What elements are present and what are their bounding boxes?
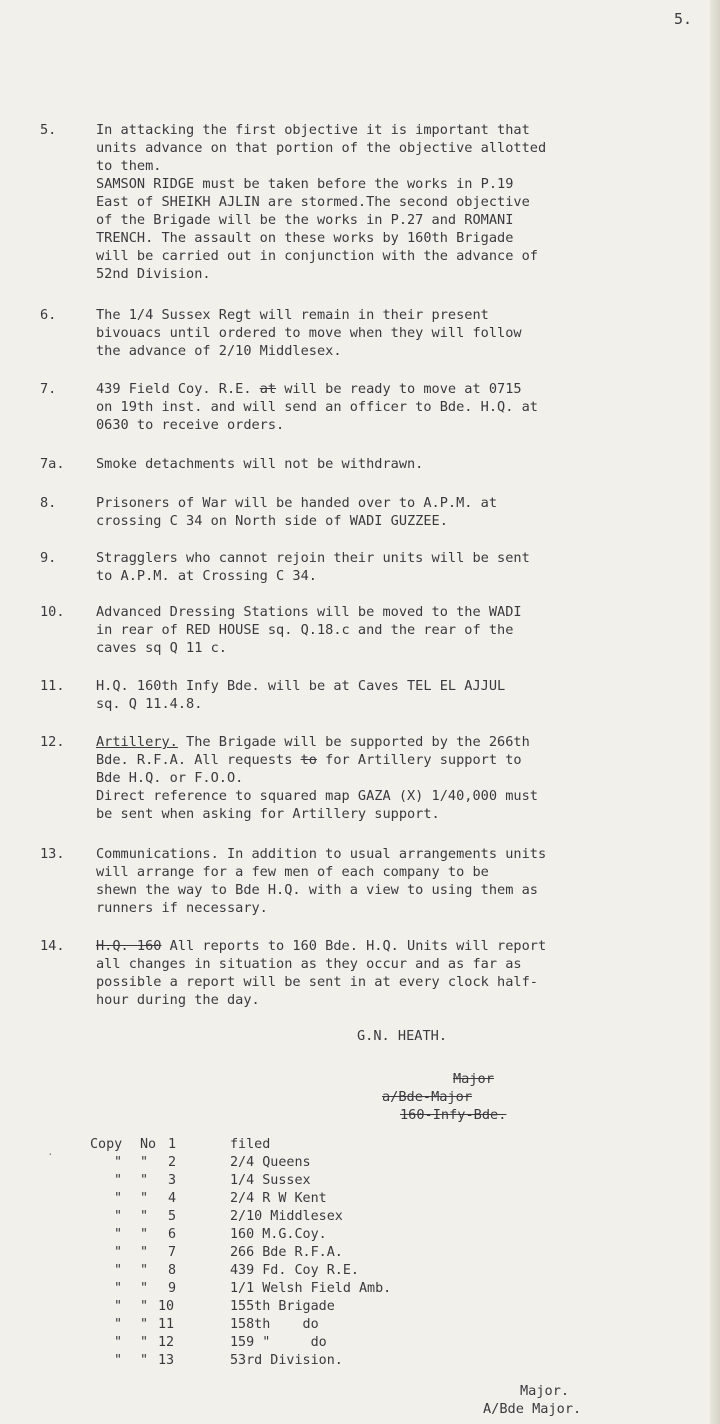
struck-text: H.Q. 160 [96,938,162,954]
paragraph-text: H.Q. 160th Infy Bde. will be at Caves TEL EL AJJUL sq. Q 11.4.8. [96,678,506,712]
paragraph-number: 10. [40,604,65,620]
struck-text: a/Bde-Major [382,1089,473,1105]
paragraph-9 [40,549,710,585]
struck-unit [400,1106,506,1124]
text-part: All reports to 160 Bde. H.Q. Units will report all changes in situation as they occur and as far as possible a report will be sent in at every clock half- hour during the day. [96,938,547,1008]
signatory-name: G.N. HEATH. [357,1028,448,1044]
struck-text: 160-Infy-Bde. [400,1107,507,1123]
paragraph-11 [40,677,710,713]
copy-row: " " 5 2/10 Middlesex [113,1209,343,1224]
paragraph-8 [40,494,710,530]
paragraph-number: 13. [40,846,65,862]
paragraph-14 [40,937,710,1009]
struck-rank [453,1070,494,1088]
paragraph-text: The 1/4 Sussex Regt will remain in their present bivouacs until ordered to move when they will follow the advance of 2/10 Middlesex. [96,307,522,359]
copy-row: " " 9 1/1 Welsh Field Amb. [113,1281,392,1296]
copy-row: Copy No 1 filed [90,1137,271,1152]
closing-appointment: A/Bde Major. [483,1401,582,1417]
copy-row: " " 2 2/4 Queens [113,1155,311,1170]
paragraph-5 [40,121,710,283]
page-number: 5. [674,10,693,28]
paragraph-number: 12. [40,734,65,750]
paragraph-text [96,733,710,823]
copy-row: " " 7 266 Bde R.F.A. [113,1245,343,1260]
copy-row: " " 12 159 " do [113,1335,327,1350]
text-part: for Artillery support to Bde H.Q. or F.O.O. Direct reference to squared map GAZA (X) 1/40,000 must be sent when asking for Artillery support. [96,752,538,822]
copy-row: " " 10 155th Brigade [113,1299,335,1314]
struck-text: at [259,381,277,397]
paragraph-13 [40,845,710,917]
struck-text: to [300,752,317,768]
copy-row: " " 8 439 Fd. Coy R.E. [113,1263,359,1278]
copy-row: " " 4 2/4 R W Kent [113,1191,327,1206]
margin-mark: · [47,1148,54,1161]
paragraph-text: Communications. In addition to usual arrangements units will arrange for a few men of each company to be shewn the way to Bde H.Q. with a view to using them as runners if necessary. [96,846,547,916]
paragraph-6 [40,306,710,360]
paragraph-number: 8. [40,495,57,511]
text-part: The Brigade will be supported by the 266th Bde. R.F.A. All requests [96,734,530,768]
page-edge [710,0,720,1424]
closing-rank: Major. [520,1383,570,1399]
copy-row: " " 11 158th do [113,1317,319,1332]
paragraph-text: Advanced Dressing Stations will be moved to the WADI in rear of RED HOUSE sq. Q.18.c and the rear of the caves sq Q 11 c. [96,604,522,656]
paragraph-number: 14. [40,938,65,954]
paragraph-number: 6. [40,307,57,323]
text-part: 439 Field Coy. R.E. [96,381,260,397]
copy-row: " " 13 53rd Division. [113,1353,343,1368]
struck-text: Major [453,1071,494,1087]
paragraph-text: Smoke detachments will not be withdrawn. [96,456,424,472]
copy-row: " " 3 1/4 Sussex [113,1173,311,1188]
paragraph-7 [40,380,710,434]
section-heading: Artillery. [96,734,178,750]
paragraph-text: Prisoners of War will be handed over to A.P.M. at crossing C 34 on North side of WADI GUZZEE. [96,495,498,529]
paragraph-text: Stragglers who cannot rejoin their units will be sent to A.P.M. at Crossing C 34. [96,550,530,584]
paragraph-7a [40,455,710,473]
paragraph-text [96,937,710,1009]
paragraph-number: 11. [40,678,65,694]
paragraph-number: 9. [40,550,57,566]
paragraph-number: 7a. [40,456,65,472]
struck-appointment [382,1088,472,1106]
paragraph-number: 7. [40,381,57,397]
distribution-list [90,1136,391,1370]
paragraph-10 [40,603,710,657]
paragraph-12 [40,733,710,823]
paragraph-text [96,380,710,434]
paragraph-text: In attacking the first objective it is important that units advance on that portion of the objective allotted to them. SAMSON RIDGE must be taken before the works in P.19 East of SHEIKH AJLIN are stormed.The second objective of the Brigade will be the works in P.27 and ROMANI TRENCH. The assault on these works by 160th Brigade will be carried out in conjunction with the advance of 52nd Division. [96,122,547,282]
copy-row: " " 6 160 M.G.Coy. [113,1227,327,1242]
text-part: will be ready to move at 0715 on 19th inst. and will send an officer to Bde. H.Q. at 0630 to receive orders. [96,381,538,433]
paragraph-number: 5. [40,122,57,138]
